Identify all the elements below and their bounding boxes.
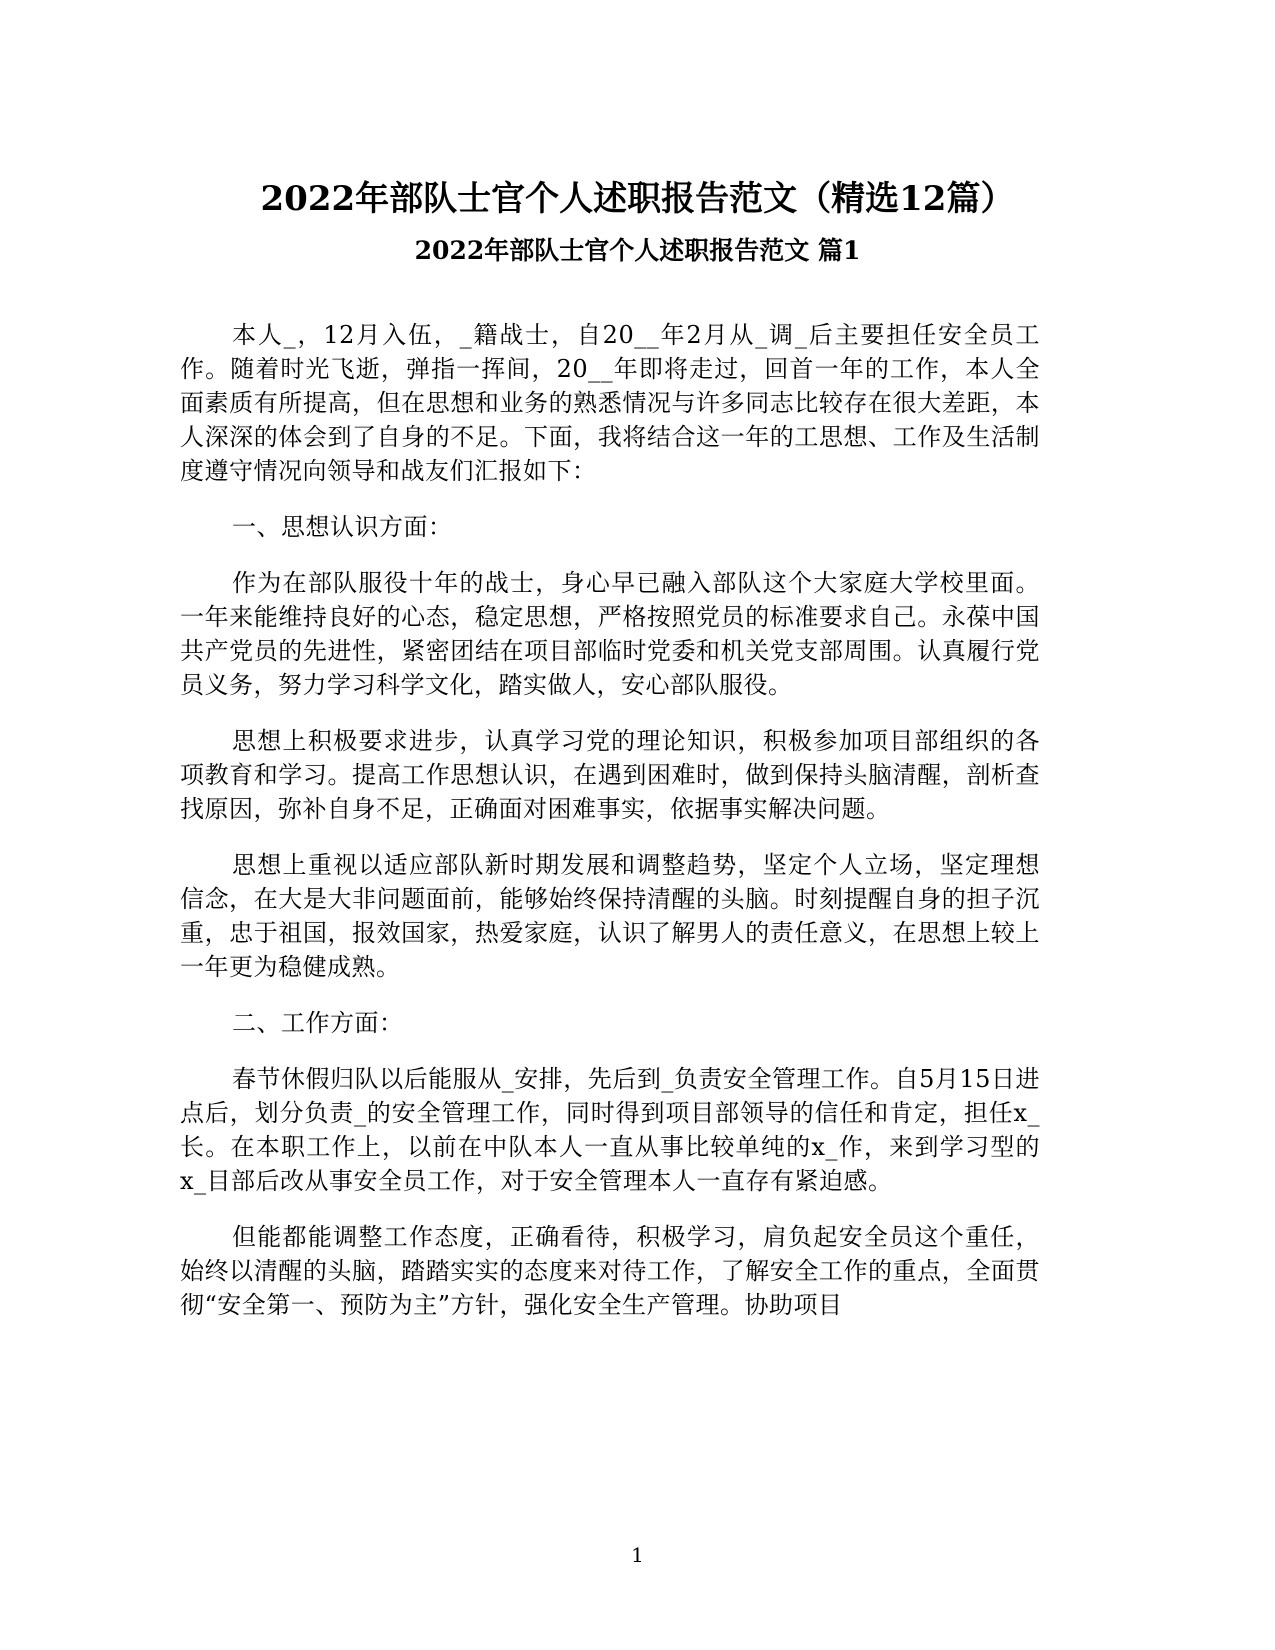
document-body bbox=[180, 318, 1040, 1344]
heading-work: 二、工作方面： bbox=[232, 1009, 404, 1037]
paragraph-thought-1: 作为在部队服役十年的战士，身心早已融入部队这个大家庭大学校里面。一年来能维持良好的心态，稳定思想，严格按照党员的标准要求自己。永葆中国共产党员的先进性，紧密团结在项目部临时党委和机关党支部周围。认真履行党员义务，努力学习科学文化，踏实做人，安心部队服役。 bbox=[180, 569, 1040, 699]
paragraph-work-2: 但能都能调整工作态度，正确看待，积极学习，肩负起安全员这个重任，始终以清醒的头脑，踏踏实实的态度来对待工作，了解安全工作的重点，全面贯彻“安全第一、预防为主”方针，强化安全生产管理。协助项目 bbox=[180, 1223, 1040, 1319]
paragraph-thought-3: 思想上重视以适应部队新时期发展和调整趋势，坚定个人立场，坚定理想信念，在大是大非问题面前，能够始终保持清醒的头脑。时刻提醒自身的担子沉重，忠于祖国，报效国家，热爱家庭，认识了解男人的责任意义，在思想上较上一年更为稳健成熟。 bbox=[180, 851, 1040, 981]
paragraph-thought-2: 思想上积极要求进步，认真学习党的理论知识，积极参加项目部组织的各项教育和学习。提高工作思想认识，在遇到困难时，做到保持头脑清醒，剖析查找原因，弥补自身不足，正确面对困难事实，依据事实解决问题。 bbox=[180, 727, 1040, 823]
section-title: 2022年部队士官个人述职报告范文 篇1 bbox=[414, 236, 861, 265]
heading-thought: 一、思想认识方面： bbox=[232, 513, 453, 541]
document-title: 2022年部队士官个人述职报告范文（精选12篇） bbox=[260, 179, 1015, 219]
page-number: 1 bbox=[631, 1543, 644, 1567]
paragraph-intro: 本人_，12月入伍，_籍战士，自20__年2月从_调_后主要担任安全员工作。随着时光飞逝，弹指一挥间，20__年即将走过，回首一年的工作，本人全面素质有所提高，但在思想和业务的熟悉情况与许多同志比较存在很大差距，本人深深的体会到了自身的不足。下面，我将结合这一年的工思想、工作及生活制度遵守情况向领导和战友们汇报如下： bbox=[180, 321, 1040, 485]
paragraph-work-1: 春节休假归队以后能服从_安排，先后到_负责安全管理工作。自5月15日进点后，划分负责_的安全管理工作，同时得到项目部领导的信任和肯定，担任x_长。在本职工作上，以前在中队本人一直从事比较单纯的x_作，来到学习型的x_目部后改从事安全员工作，对于安全管理本人一直存有紧迫感。 bbox=[180, 1065, 1040, 1195]
